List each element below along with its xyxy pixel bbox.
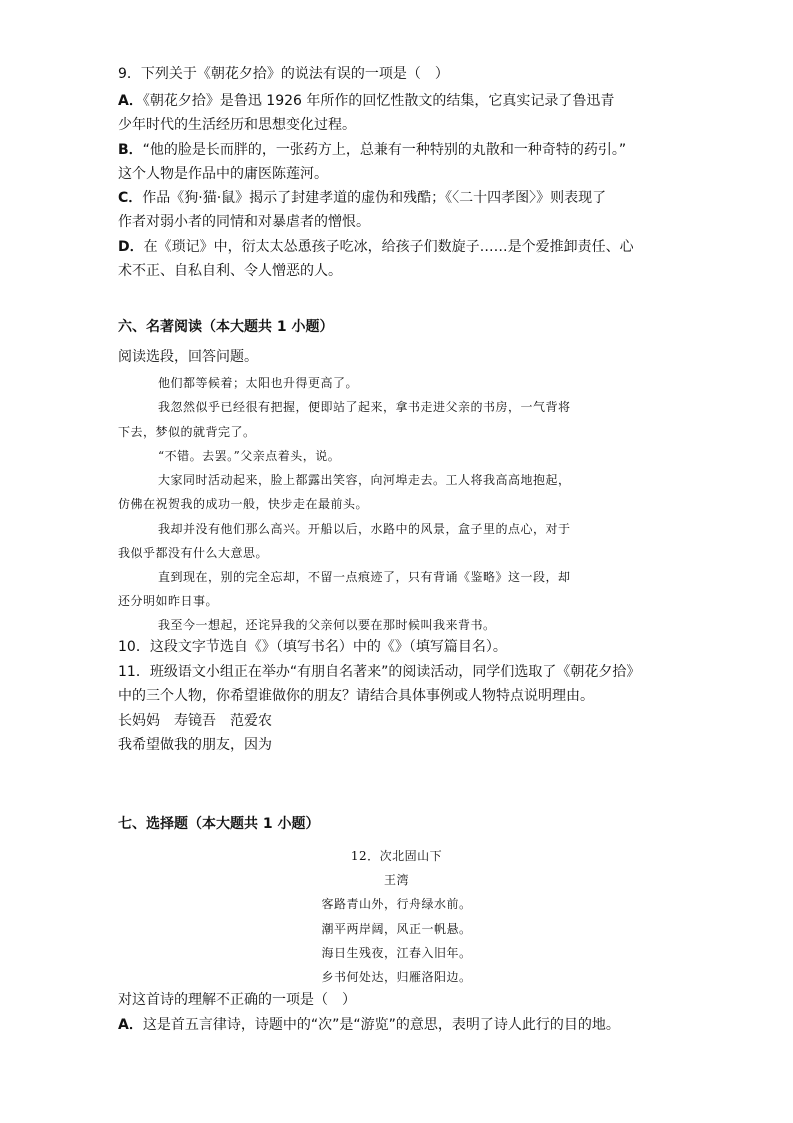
q12-option-a [118,1015,620,1035]
poem-line: 海日生残夜，江春入旧年。 [321,946,472,960]
passage-line: 还分明如昨日事。 [118,594,219,608]
passage-line: 我似乎都没有什么大意思。 [118,546,269,560]
q9-option-d-cont: 术不正、自私自利、令人憎恶的人。 [118,263,342,279]
passage-line: 他们都等候着；太阳也升得更高了。 [158,376,359,390]
answer-prompt: 我希望做我的朋友，因为 [118,737,272,753]
passage-line: 我却并没有他们那么高兴。开船以后，水路中的风景，盒子里的点心，对于 [158,522,571,536]
q11-text-cont: 中的三个人物，你希望谁做你的朋友？请结合具体事例或人物特点说明理由。 [118,688,594,704]
q9-option-b [118,140,626,160]
q9-option-a-text: 《朝花夕拾》是鲁迅 1926 年所作的回忆性散文的结集，它真实记录了鲁迅青 [142,93,615,109]
q9-option-b-label: B． [118,142,143,158]
q9-option-c-text: 作品《狗·猫·鼠》揭示了封建孝道的虚伪和残酷；《〈二十四孝图〉》则表现了 [142,190,607,206]
q9-stem: 9．下列关于《朝花夕拾》的说法有误的一项是（ ） [118,66,449,82]
q10-text: 10．这段文字节选自《》（填写书名）中的《》（填写篇目名）。 [118,639,507,655]
passage-line: 我忽然似乎已经很有把握，便即站了起来，拿书走进父亲的书房，一气背将 [158,400,571,414]
q9-option-a [118,91,614,111]
character-name: 范爱农 [230,713,272,729]
poem-line: 潮平两岸阔，风正一帆悬。 [321,922,472,936]
q9-option-c [118,188,606,208]
character-name: 寿镜吾 [174,713,216,729]
poem-author: 王湾 [383,873,409,887]
passage-line: 我至今一想起，还诧异我的父亲何以要在那时候叫我来背书。 [158,618,496,632]
q9-option-a-label: A． [118,93,143,109]
passage-line: 下去，梦似的就背完了。 [118,425,256,439]
character-options [118,711,272,731]
q12-question: 对这首诗的理解不正确的一项是（ ） [118,992,356,1008]
q9-option-c-cont: 作者对弱小者的同情和对暴虐者的憎恨。 [118,214,370,230]
poem-line: 客路青山外，行舟绿水前。 [321,897,472,911]
q12-option-a-text: 这是首五言律诗，诗题中的“次”是“游览”的意思，表明了诗人此行的目的地。 [142,1017,620,1033]
q9-option-a-cont: 少年时代的生活经历和思想变化过程。 [118,117,356,133]
section6-heading: 六、名著阅读（本大题共 1 小题） [118,319,334,335]
passage-line: 大家同时活动起来，脸上都露出笑容，向河埠走去。工人将我高高地抱起， [158,473,571,487]
section6-intro: 阅读选段，回答问题。 [118,349,258,365]
q9-option-b-cont: 这个人物是作品中的庸医陈莲河。 [118,166,328,182]
passage-line: “不错。去罢。”父亲点着头，说。 [158,449,341,463]
poem-line: 乡书何处达，归雁洛阳边。 [321,970,472,984]
q11-text: 11．班级语文小组正在举办“有朋自名著来”的阅读活动，同学们选取了《朝花夕拾》 [118,664,641,680]
q9-option-c-label: C． [118,190,143,206]
q9-option-b-text: “他的脸是长而胖的，一张药方上，总兼有一种特别的丸散和一种奇特的药引。” [142,142,627,158]
passage-line: 直到现在，别的完全忘却，不留一点痕迹了，只有背诵《鉴略》这一段，却 [158,570,571,584]
q9-option-d-text: 在《琐记》中，衍太太怂恿孩子吃冰，给孩子们数旋子……是个爱推卸责任、心 [143,239,634,255]
character-name: 长妈妈 [118,713,160,729]
q12-option-a-label: A． [118,1017,143,1033]
q9-option-d-label: D． [118,239,144,255]
poem-title: 12．次北固山下 [350,849,443,863]
section7-heading: 七、选择题（本大题共 1 小题） [118,816,320,832]
q9-option-d [118,237,634,257]
passage-line: 仿佛在祝贺我的成功一般，快步走在最前头。 [118,497,369,511]
